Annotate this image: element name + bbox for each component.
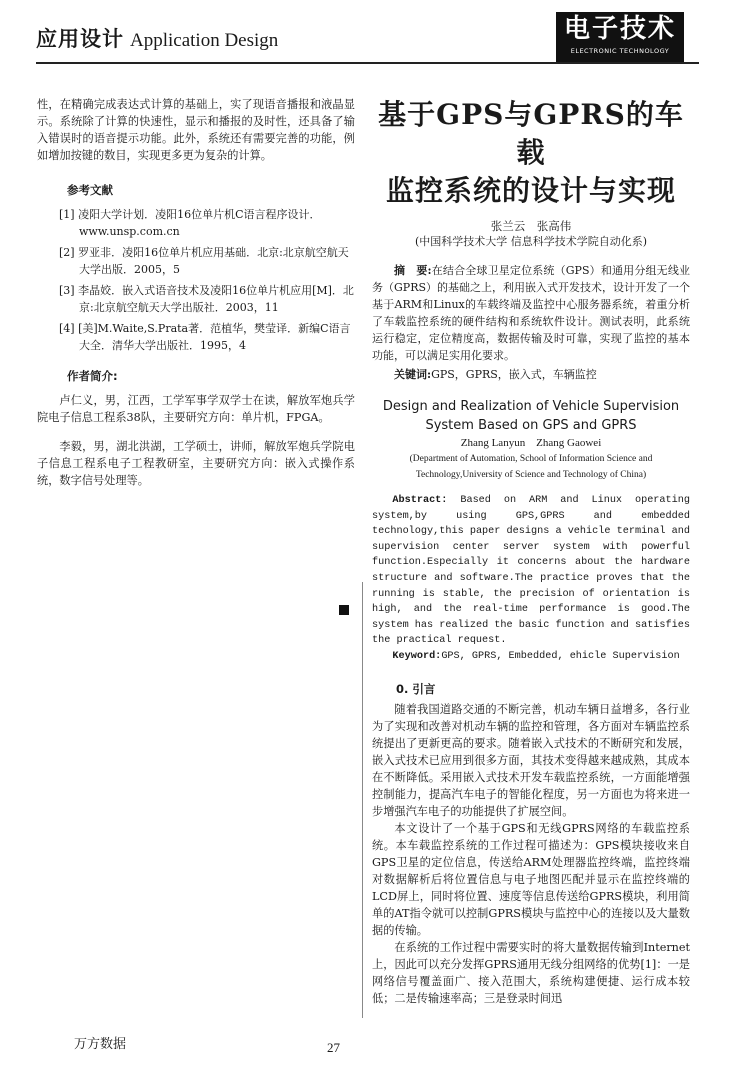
author-bio: 李毅，男，湖北洪湖，工学硕士，讲师，解放军炮兵学院电子信息工程系电子工程教研室，主要研究方向：嵌入式操作系统，数字信号处理等。 bbox=[37, 440, 355, 487]
keywords-text: GPS，GPRS，嵌入式，车辆监控 bbox=[431, 368, 597, 381]
abstract-en-text: Based on ARM and Linux operating system,by using GPS,GPRS and embedded technology,this paper designs a vehicle terminal and supervision center server system with powerful function.Especially it concerns about the hardware structure and software.The practice proves that the running is stable, the precision of orientation is high, and the real-time performance is good.The system has realized the basic function and satisfies the practical request. bbox=[372, 495, 690, 647]
article-affiliation: (中国科学技术大学 信息科学技术学院自动化系) bbox=[414, 235, 648, 248]
reference-item: [4] [美]M.Waite,S.Prata著．范植华，樊莹译．新编C语言大全．清华大学出版社．1995，4 bbox=[59, 322, 351, 352]
keywords-label: 关键词: bbox=[394, 368, 432, 381]
article-authors: 张兰云 张高伟 bbox=[490, 219, 572, 233]
article-title-line: 监控系统的设计与实现 bbox=[385, 174, 676, 207]
footer-watermark: 万方数据 bbox=[74, 1037, 127, 1052]
article-title-en-line: Design and Realization of Vehicle Supervision bbox=[382, 399, 680, 414]
reference-list bbox=[37, 206, 355, 354]
end-mark bbox=[339, 605, 349, 615]
journal-logo-cn: 电子技术 bbox=[563, 14, 676, 44]
keywords-en bbox=[372, 649, 690, 665]
section-title-en: Application Design bbox=[130, 30, 279, 51]
intro-paragraph: 本文设计了一个基于GPS和无线GPRS网络的车载监控系统。本车载监控系统的工作过程可描述为：GPS模块接收来自GPS卫星的定位信息，传送给ARM处理器监控终端，监控终端对数据解析后将位置信息与电子地图匹配并显示在监控终端的LCD屏上，同时将位置、速度等信息传送给GPRS模块，利用简单的AT指令就可以控制GPRS模块与监控中心的连接以及大量数据的传输。 bbox=[372, 821, 690, 937]
intro-paragraph: 在系统的工作过程中需要实时的将大量数据传输到Internet上，因此可以充分发挥GPRS通用无线分组网络的优势[1]：一是网络信号覆盖面广、接入范围大，系统构建便捷、运行成本较低；二是传输速率高；三是登录时间迅 bbox=[372, 940, 690, 1005]
column-divider bbox=[362, 582, 363, 1018]
left-column bbox=[37, 96, 355, 489]
affiliation-en-line: Technology,University of Science and Technology of China) bbox=[415, 470, 647, 480]
article-authors-en: Zhang Lanyun Zhang Gaowei bbox=[460, 437, 602, 449]
right-column bbox=[372, 96, 690, 1007]
article-title-en-line: System Based on GPS and GPRS bbox=[425, 418, 637, 433]
section-title bbox=[36, 27, 278, 53]
affiliation-en-line: (Department of Automation, School of Information Science and bbox=[409, 454, 653, 464]
page-header bbox=[0, 0, 733, 70]
section-title-cn: 应用设计 bbox=[36, 27, 124, 51]
keywords-en-text: GPS, GPRS, Embedded, ehicle Supervision bbox=[441, 650, 680, 662]
journal-logo-en: ELECTRONIC TECHNOLOGY bbox=[570, 47, 670, 55]
keywords-en-label: Keyword: bbox=[392, 650, 442, 662]
author-bio: 卢仁义，男，江西，工学军事学双学士在读，解放军炮兵学院电子信息工程系38队，主要研究方向：单片机，FPGA。 bbox=[37, 394, 355, 424]
abstract-en-label: Abstract: bbox=[392, 495, 448, 506]
journal-logo bbox=[556, 12, 684, 64]
article-title-en bbox=[372, 397, 690, 435]
references-heading: 参考文献 bbox=[67, 183, 113, 197]
previous-article-continuation: 性，在精确完成表达式计算的基础上，实了现语音播报和液晶显示。系统除了计算的快速性，显示和播报的及时性，还具备了输入错误时的语音提示功能。此外，系统还有需要完善的功能，例如增加按键的数目，实现更多更为复杂的计算。 bbox=[37, 98, 355, 162]
abstract-label: 摘 要: bbox=[394, 264, 432, 277]
abstract-en bbox=[372, 493, 690, 649]
reference-item: [3] 李晶姣．嵌入式语音技术及凌阳16位单片机应用[M]．北京:北京航空航天大学出版社．2003，11 bbox=[59, 284, 354, 314]
keywords-cn bbox=[372, 366, 690, 383]
abstract-cn bbox=[372, 262, 690, 364]
author-heading: 作者简介: bbox=[67, 369, 118, 383]
reference-item: [2] 罗亚非．凌阳16位单片机应用基础．北京:北京航空航天大学出版．2005，5 bbox=[59, 246, 349, 276]
intro-paragraph: 随着我国道路交通的不断完善，机动车辆日益增多，各行业为了实现和改善对机动车辆的监控和管理，各方面对车辆监控系统提出了更新更高的要求。随着嵌入式技术的不断研究和发展，嵌入式技术已应用到很多方面，其技术变得越来越成熟，其成本在不断降低。采用嵌入式技术开发车载监控系统，一方面能增强控制能力，提高汽车电子的智能化程度，另一方面也为将来进一步增强汽车电子的功能提供了扩展空间。 bbox=[372, 702, 690, 818]
article-title bbox=[372, 96, 690, 210]
reference-item: [1] 凌阳大学计划．凌阳16位单片机C语言程序设计．www.unsp.com.cn bbox=[59, 208, 321, 238]
article-affiliation-en bbox=[372, 451, 690, 483]
abstract-text: 在结合全球卫星定位系统（GPS）和通用分组无线业务（GPRS）的基础之上，利用嵌入式开发技术，设计开发了一个基于ARM和Linux的车载终端及监控中心服务器系统，着重分析了车载监控系统的硬件结构和系统软件设计。测试表明，此系统运行稳定，定位精度高，数据传输及时可靠，实现了监控的基本功能，可以满足实用化要求。 bbox=[372, 264, 691, 362]
header-rule bbox=[36, 62, 699, 64]
page-number: 27 bbox=[327, 1040, 340, 1055]
intro-heading: 0. 引言 bbox=[396, 681, 436, 696]
article-title-line: 基于GPS与GPRS的车载 bbox=[378, 98, 684, 169]
